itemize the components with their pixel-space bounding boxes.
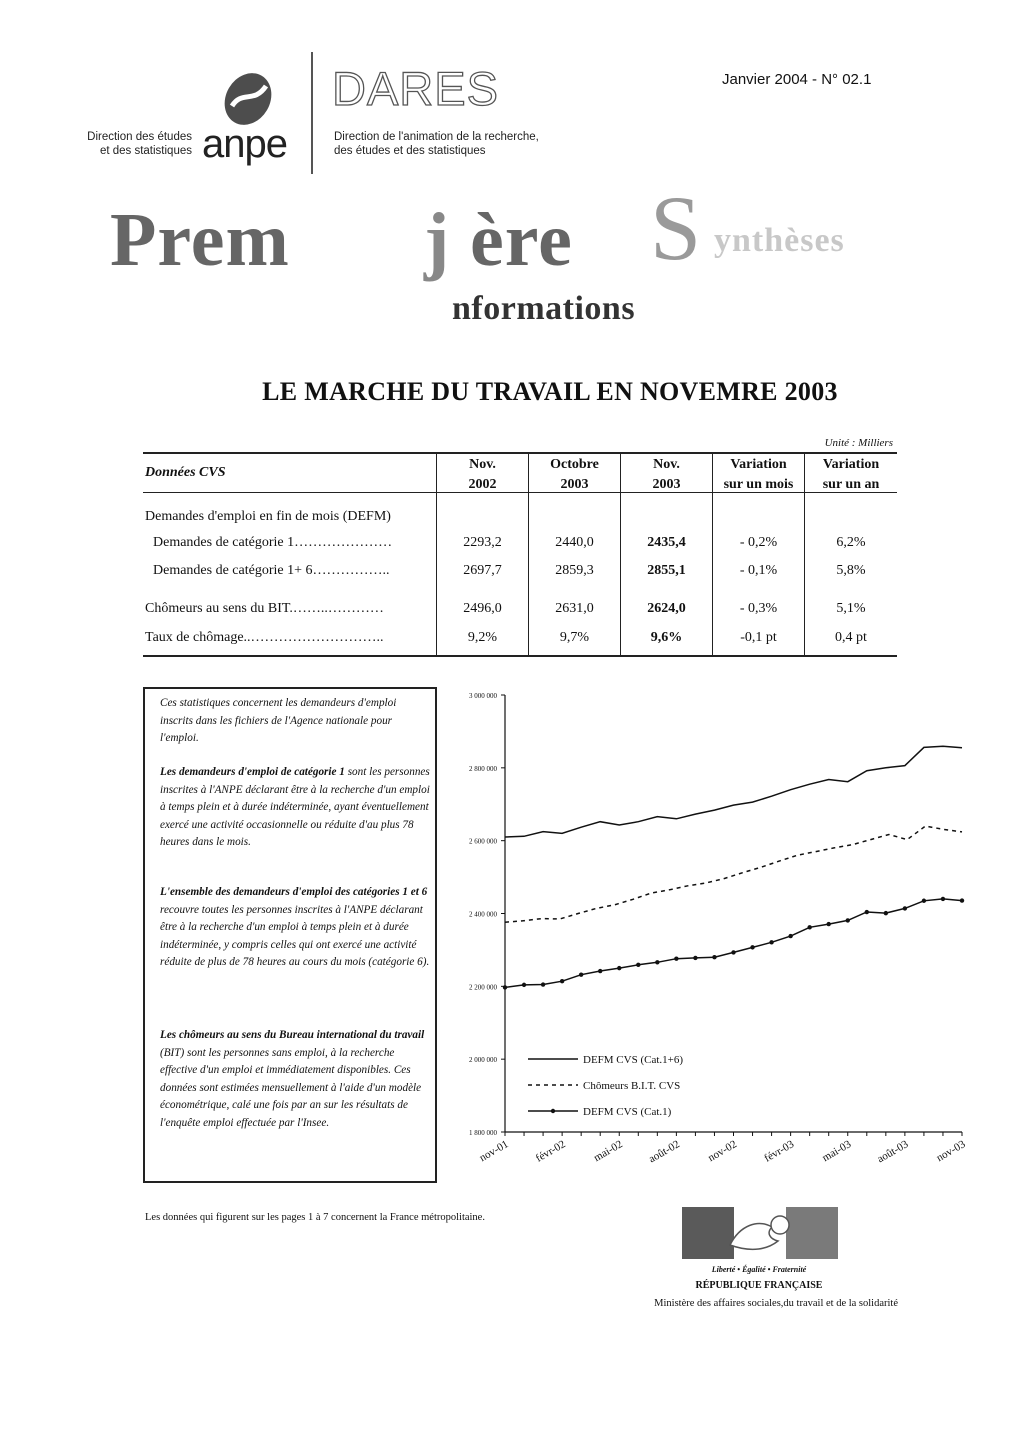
x-tick-label: août-02 [646,1138,682,1166]
dir-right-line-2: des études et des statistiques [334,145,486,157]
col-header-line-1: Variation [730,457,787,472]
series-point [865,910,869,914]
table-cell: 2440,0 [555,535,594,550]
col-header-var-month [713,455,804,495]
col-header-var-year [805,455,897,495]
table-section-label: Demandes d'emploi en fin de mois (DEFM) [145,509,391,524]
table-row-label: Demandes de catégorie 1………………… [153,535,393,550]
table-cell: 2697,7 [463,563,502,578]
definition-paragraph [160,1027,432,1132]
table-cell: 5,1% [836,601,866,616]
dir-left-line-2: et des statistiques [99,145,192,157]
series-line [505,826,962,922]
series-point [731,950,735,954]
table-cell: - 0,1% [739,563,778,578]
rf-motto: Liberté • Égalité • Fraternité [711,1265,807,1274]
definition-text: (BIT) sont les personnes sans emploi, à la recherche effective d'un emploi et immédiatement disponibles. Ces données sont estimées mensuellement à l'aide d'un modèle économétrique, calé une fois par an sur les résultats de l'enquête emploi effectuée par l'Insee. [160,1046,422,1129]
table-row-label: Chômeurs au sens du BIT.……..………… [145,601,384,616]
y-tick-label: 2 400 000 [469,910,497,919]
col-header-oct-2003 [529,455,620,495]
table-cell: 5,8% [836,563,866,578]
series-point [884,911,888,915]
col-header-line-2: sur un mois [723,477,794,492]
y-tick-label: 1 800 000 [469,1129,497,1137]
y-tick-label: 3 000 000 [469,692,497,700]
series-point [846,918,850,922]
col-header-line-1: Nov. [653,457,680,472]
x-tick-label: mai-02 [591,1138,625,1165]
series-point [769,940,773,944]
col-header-line-1: Nov. [469,457,496,472]
x-tick-label: mai-03 [820,1138,854,1165]
banner-word-informations: nformations [452,290,636,327]
table-cell: 6,2% [836,535,866,550]
dir-left-line-1: Direction des études [87,131,192,143]
legend-label: DEFM CVS (Cat.1+6) [583,1054,684,1066]
footnote: Les données qui figurent sur les pages 1 à 7 concernent la France métropolitaine. [145,1212,485,1223]
definition-paragraph [160,764,432,852]
table-row-label: Demandes de catégorie 1+ 6…………….. [153,563,390,578]
x-tick-label: août-03 [875,1138,911,1166]
series-point [750,945,754,949]
dir-right-text [334,130,539,158]
definition-text: sont les personnes inscrites à l'ANPE déclarant être à la recherche d'un emploi à temps plein et à durée indéterminée, ayant éventuellement exercé une activité occasionnelle ou réduite d'au plus 78 heures dans le mois. [160,766,430,848]
series-point [693,956,697,960]
series-point [617,966,621,970]
legend-label: Chômeurs B.I.T. CVS [583,1080,681,1092]
series-point [827,922,831,926]
table-cell: - 0,3% [739,601,778,616]
banner-letter-s: S [650,177,702,279]
dir-right-line-1: Direction de l'animation de la recherche, [334,131,539,143]
banner-letter-j: j [424,198,450,282]
table-cell: 0,4 pt [835,630,867,645]
page-title: LE MARCHE DU TRAVAIL EN NOVEMRE 2003 [262,377,838,406]
unemployment-line-chart [440,680,980,1190]
x-tick-label: févr-03 [762,1138,797,1165]
y-tick-label: 2 000 000 [469,1056,497,1065]
table-cell: 2859,3 [555,563,594,578]
table-cell: 2496,0 [463,601,502,616]
table-row-label: Taux de chômage..……………………….. [145,630,384,645]
col-header-line-2: sur un an [822,477,880,492]
x-tick-label: févr-02 [533,1138,568,1165]
definition-text: recouvre toutes les personnes inscrites à l'ANPE déclarant être à la recherche d'un emploi à temps plein et à durée indéterminée, y compris celles qui ont exercé une activité réduite de plus de 78 heures au cours du mois (catégorie 6). [160,903,430,968]
y-tick-label: 2 800 000 [469,764,497,773]
definition-paragraph: Ces statistiques concernent les demandeurs d'emploi inscrits dans les fichiers de l'Agence nationale pour l'emploi. [160,697,397,744]
x-tick-label: nov-01 [477,1138,511,1165]
definition-paragraph [160,884,432,972]
table-top-rule [143,452,897,454]
legend-marker [551,1109,555,1113]
series-point [503,985,507,989]
col-header-line-1: Variation [822,457,880,472]
table-cell: 2631,0 [555,601,594,616]
header-divider [311,52,313,174]
definition-term: L'ensemble des demandeurs d'emploi des catégories 1 et 6 [160,886,428,898]
y-tick-label: 2 600 000 [469,837,497,846]
rf-name: RÉPUBLIQUE FRANÇAISE [695,1280,823,1291]
definition-term: Les chômeurs au sens du Bureau international du travail [160,1029,425,1041]
definition-term: Les demandeurs d'emploi de catégorie 1 [160,766,345,778]
series-point [788,934,792,938]
table-cell: 2855,1 [647,563,686,578]
dir-left-text [40,130,192,158]
series-line [505,899,962,988]
table-cell: 2293,2 [463,535,502,550]
table-cell: 9,7% [559,630,590,645]
col-header-line-2: 2003 [560,477,589,492]
series-point [941,897,945,901]
banner-word-syntheses: ynthèses [714,222,845,259]
series-point [598,969,602,973]
series-point [541,982,545,986]
series-point [960,898,964,902]
series-point [903,906,907,910]
table-cell: - 0,2% [739,535,778,550]
y-tick-label: 2 200 000 [469,983,497,992]
table-cell: 9,6% [650,630,683,645]
banner-word-premi: Prem [110,198,290,282]
anpe-logo-icon [218,70,280,128]
table-unit: Unité : Milliers [824,437,893,449]
table-cell: 9,2% [467,630,498,645]
col-header-nov-2002 [437,455,528,495]
anpe-wordmark: anpe [202,122,287,166]
series-point [712,955,716,959]
x-tick-label: nov-02 [706,1138,739,1165]
series-point [807,925,811,929]
ministry-name: Ministère des affaires sociales,du travail et de la solidarité [654,1298,898,1309]
dares-wordmark: DARES [332,62,499,115]
table-cell: -0,1 pt [740,630,777,645]
table-cell: 2435,4 [647,535,686,550]
legend-label: DEFM CVS (Cat.1) [583,1106,672,1118]
table-cell: 2624,0 [647,601,686,616]
table-bottom-rule [143,655,897,657]
banner-word-re: ère [470,198,573,282]
col-header-line-2: 2002 [468,477,497,492]
republique-francaise-logo [680,1205,838,1293]
col-header-line-1: Octobre [550,457,599,472]
table-row-header: Données CVS [145,465,226,480]
series-line [505,746,962,837]
series-point [560,979,564,983]
series-point [922,899,926,903]
series-point [522,983,526,987]
series-point [636,963,640,967]
series-point [655,960,659,964]
series-point [674,956,678,960]
series-point [579,972,583,976]
col-header-line-2: 2003 [652,477,681,492]
x-tick-label: nov-03 [934,1138,968,1165]
col-header-nov-2003 [621,455,712,495]
issue-date: Janvier 2004 - N° 02.1 [722,71,872,88]
